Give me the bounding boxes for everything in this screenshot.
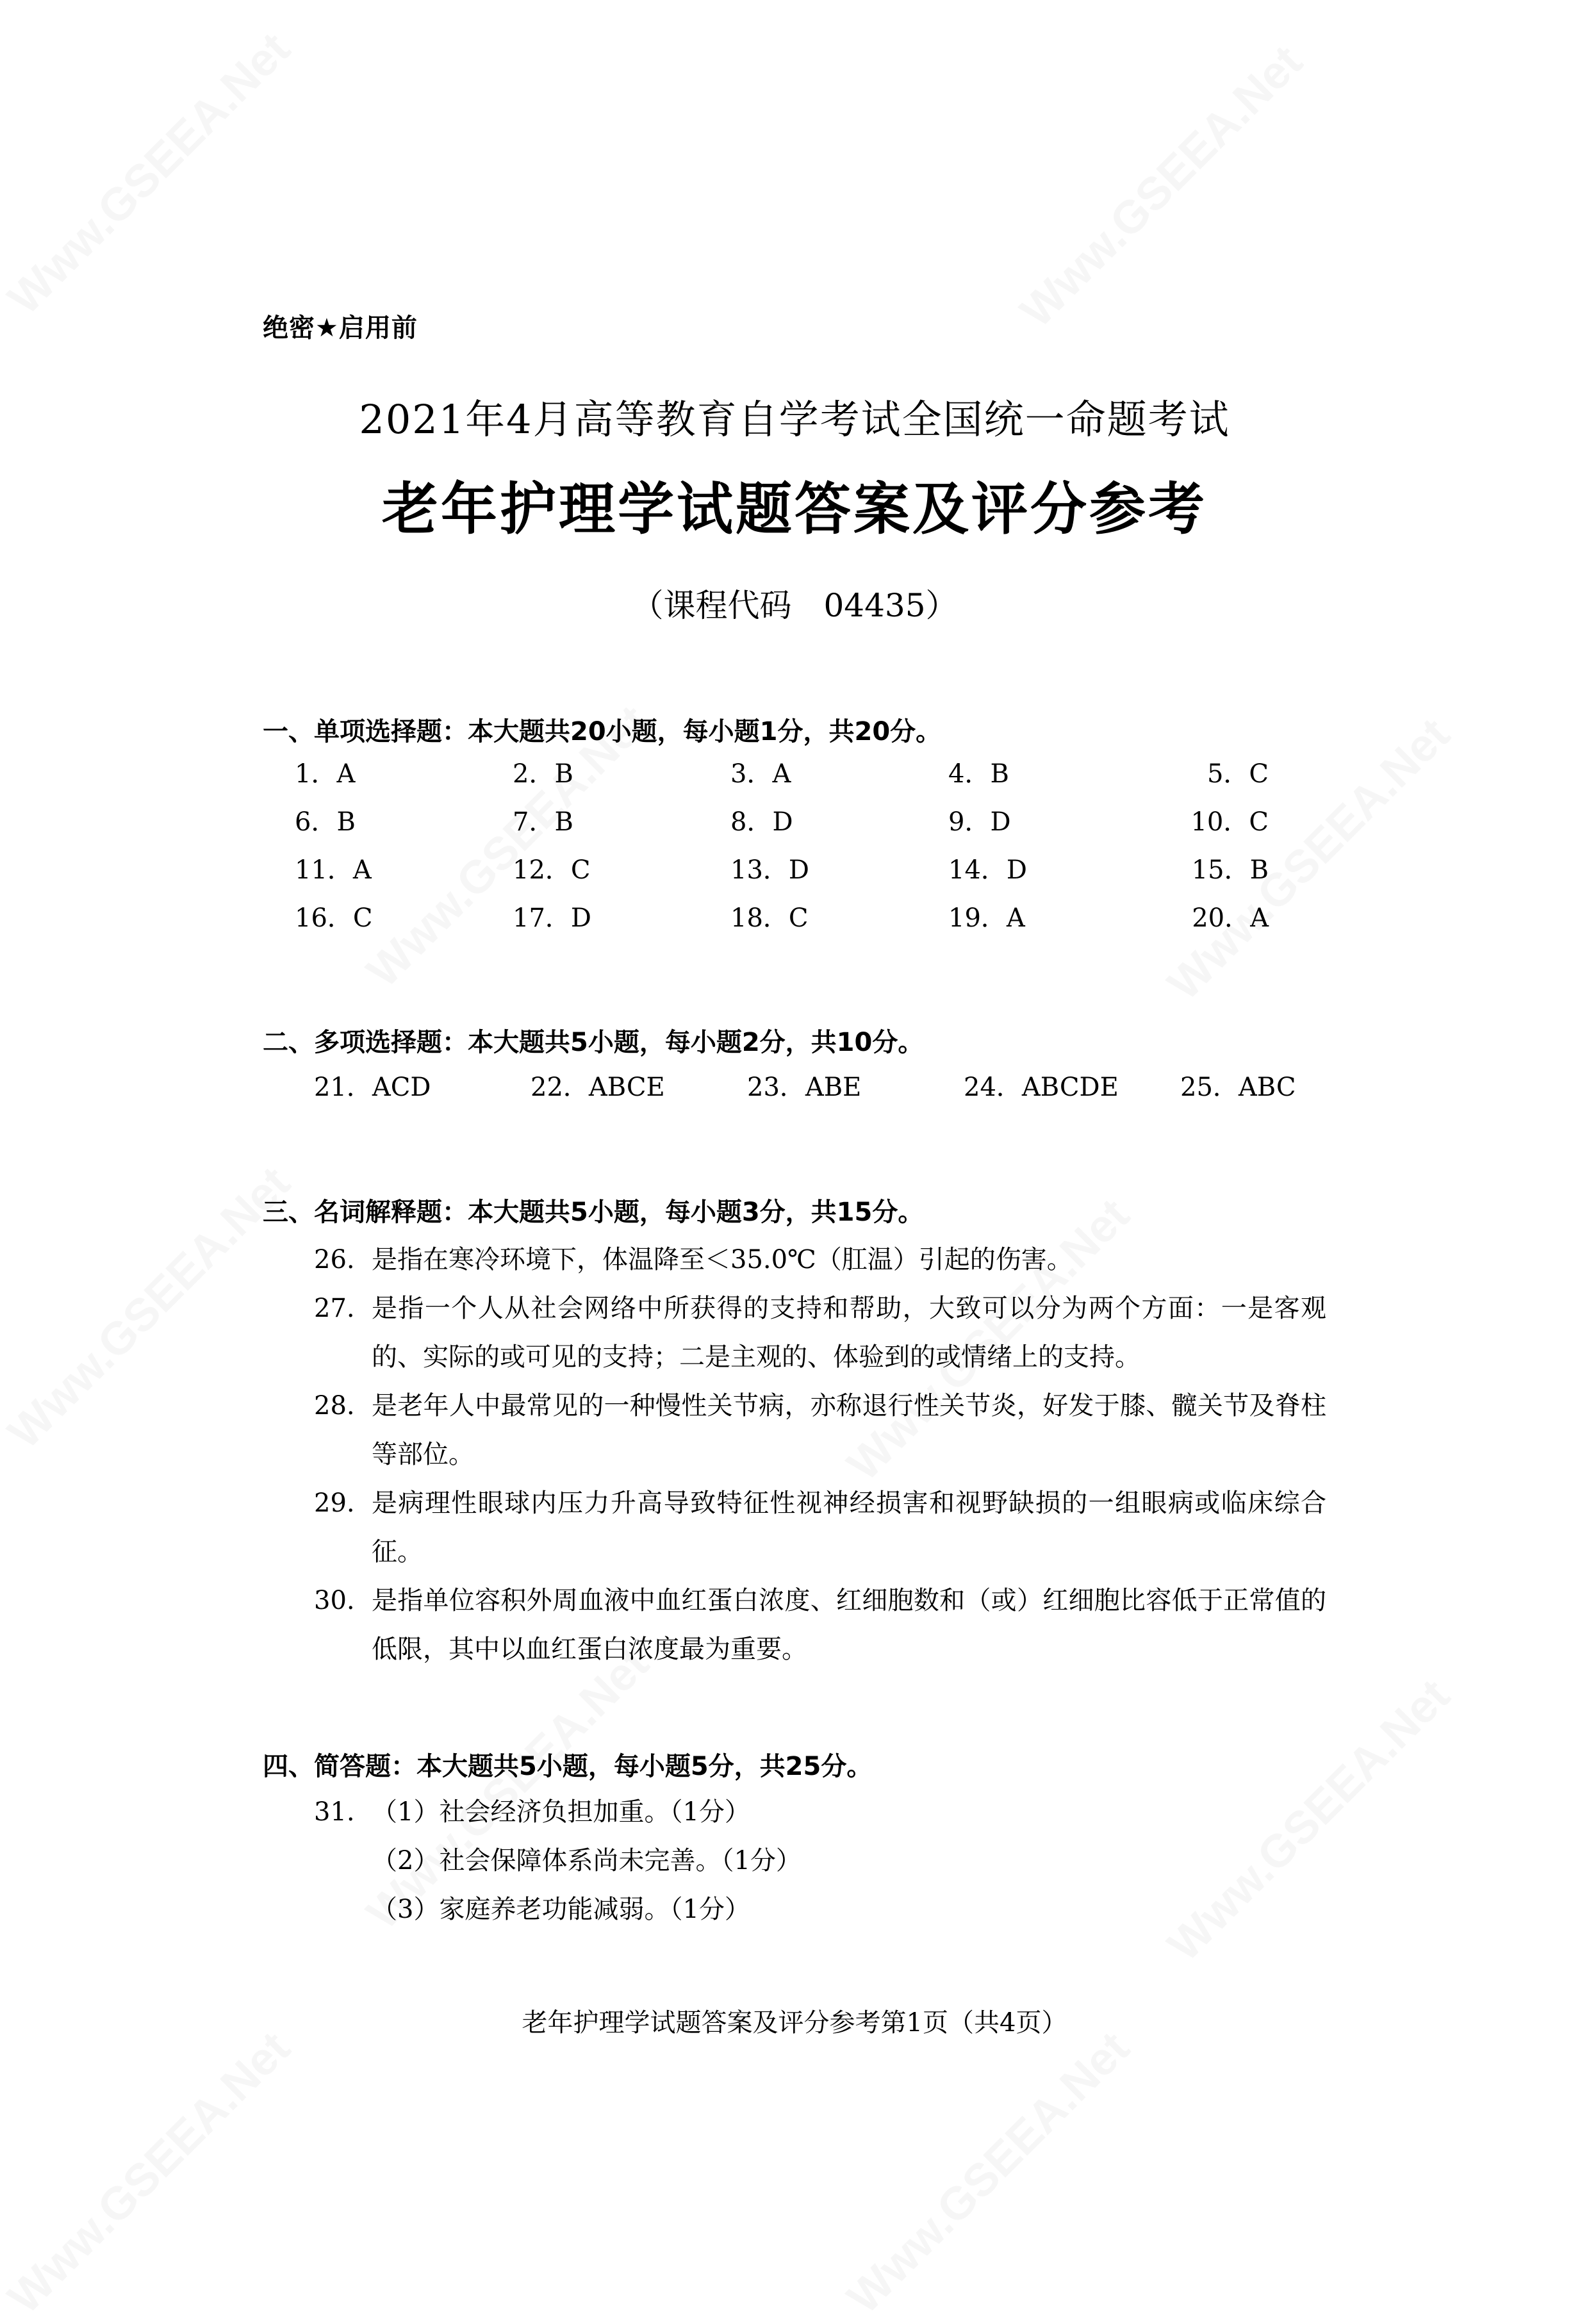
answer: 22．ABCE (531, 1073, 665, 1102)
answer: 5．C (1206, 759, 1269, 789)
short-answer-q31 (314, 1788, 802, 1934)
question-number: 29. (314, 1488, 355, 1518)
answer-point-text: （3）家庭养老功能减弱。（1分） (372, 1895, 750, 1924)
document-title: 老年护理学试题答案及评分参考 (381, 476, 1207, 542)
watermark (0, 22, 301, 325)
definition-item (314, 1479, 1326, 1576)
question-number: 26. (314, 1245, 355, 1274)
question-number: 30. (314, 1586, 355, 1615)
answer: 20．A (1192, 903, 1269, 933)
definition-item (314, 1576, 1326, 1674)
answer: 23．ABE (747, 1073, 862, 1102)
watermark (0, 2022, 301, 2324)
answer: 17．D (513, 903, 591, 933)
answer: 4．B (948, 759, 1009, 789)
answer: 19．A (948, 903, 1025, 933)
answer-point-text: （1）社会经济负担加重。（1分） (372, 1797, 750, 1827)
section-heading-multiple-choice: 二、多项选择题：本大题共5小题，每小题2分，共10分。 (263, 1028, 924, 1057)
definition-text: 是指单位容积外周血液中血红蛋白浓度、红细胞数和（或）红细胞比容低于正常值的低限，其中以血红蛋白浓度最为重要。 (372, 1586, 1326, 1664)
answer: 25．ABC (1180, 1073, 1296, 1102)
question-number: 31. (314, 1797, 355, 1827)
course-code: （课程代码 04435） (631, 587, 958, 624)
question-number: 27. (314, 1294, 355, 1323)
answer-row (295, 748, 1269, 796)
answer: 12．C (513, 855, 591, 885)
section-heading-short-answer: 四、简答题：本大题共5小题，每小题5分，共25分。 (263, 1752, 873, 1781)
section-heading-single-choice: 一、单项选择题：本大题共20小题，每小题1分，共20分。 (263, 717, 942, 746)
answer: 11．A (295, 855, 372, 885)
answer: 9．D (948, 807, 1011, 837)
single-choice-answers (295, 748, 1269, 940)
question-number: 28. (314, 1391, 355, 1421)
answer-row (295, 796, 1269, 844)
watermark (0, 1157, 301, 1459)
answer: 15．B (1191, 855, 1269, 885)
definition-text: 是老年人中最常见的一种慢性关节病，亦称退行性关节炎，好发于膝、髋关节及脊柱等部位。 (372, 1391, 1326, 1469)
answer: 2．B (513, 759, 573, 789)
answer-point-text: （2）社会保障体系尚未完善。（1分） (372, 1846, 802, 1875)
answer: 7．B (513, 807, 573, 837)
answer: 6．B (295, 807, 356, 837)
exam-title: 2021年4月高等教育自学考试全国统一命题考试 (359, 396, 1230, 443)
definition-text: 是指一个人从社会网络中所获得的支持和帮助，大致可以分为两个方面：一是客观的、实际的或可见的支持；二是主观的、体验到的或情绪上的支持。 (372, 1294, 1326, 1372)
multiple-choice-answers (314, 1067, 1397, 1103)
definition-text: 是指在寒冷环境下，体温降至＜35.0℃（肛温）引起的伤害。 (372, 1245, 1073, 1274)
answer-point (314, 1788, 802, 1836)
answer: 24．ABCDE (964, 1073, 1119, 1102)
answer: 10．C (1190, 807, 1269, 837)
section-heading-term-definitions: 三、名词解释题：本大题共5小题，每小题3分，共15分。 (263, 1198, 924, 1227)
answer-row (295, 892, 1269, 940)
answer-point (314, 1885, 802, 1934)
page-footer: 老年护理学试题答案及评分参考第1页（共4页） (522, 2008, 1067, 2038)
term-definitions (314, 1235, 1326, 1674)
confidential-label: 绝密★启用前 (263, 313, 418, 343)
answer: 3．A (730, 759, 791, 789)
definition-text: 是病理性眼球内压力升高导致特征性视神经损害和视野缺损的一组眼病或临床综合征。 (372, 1488, 1326, 1567)
answer: 16．C (295, 903, 373, 933)
answer: 1．A (295, 759, 356, 789)
definition-item (314, 1235, 1326, 1284)
watermark (1158, 1669, 1460, 1972)
answer: 18．C (730, 903, 809, 933)
watermark (1010, 35, 1313, 338)
answer: 13．D (730, 855, 809, 885)
answer: 8．D (730, 807, 793, 837)
definition-item (314, 1381, 1326, 1479)
watermark (837, 2022, 1140, 2324)
answer-point (314, 1836, 802, 1885)
definition-item (314, 1284, 1326, 1381)
answer: 14．D (948, 855, 1027, 885)
answer: 21．ACD (314, 1073, 431, 1102)
answer-row (295, 844, 1269, 892)
